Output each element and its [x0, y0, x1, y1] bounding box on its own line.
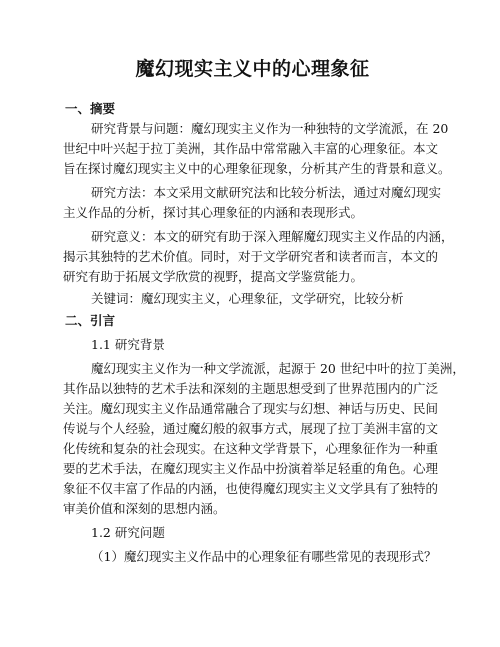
research-background-paragraph [63, 359, 465, 519]
abstract-background-paragraph [63, 119, 451, 179]
keywords-line: 关键词：魔幻现实主义，心理象征，文学研究，比较分析 [91, 291, 404, 306]
text-line: 揭示其独特的艺术价值。同时，对于文学研究者和读者而言，本文的 [63, 249, 439, 264]
abstract-method-paragraph [63, 183, 442, 223]
text-line: 化传统和复杂的社会现实。在这种文学背景下，心理象征作为一种重 [63, 441, 439, 456]
text-line: 研究方法：本文采用文献研究法和比较分析法，通过对魔幻现实 [91, 185, 442, 200]
text-line: 世纪中叶兴起于拉丁美洲，其作品中常常融入丰富的心理象征。本文 [63, 141, 439, 156]
abstract-heading: 一、摘要 [65, 101, 116, 116]
text-line: 要的艺术手法，在魔幻现实主义作品中扮演着举足轻重的角色。心理 [63, 461, 439, 476]
text-line: 审美价值和深刻的思想内涵。 [63, 501, 226, 516]
text-line: 研究背景与问题：魔幻现实主义作为一种独特的文学流派，在 20 [91, 121, 449, 136]
text-line: 主义作品的分析，探讨其心理象征的内涵和表现形式。 [63, 205, 364, 220]
text-line: 旨在探讨魔幻现实主义中的心理象征现象，分析其产生的背景和意义。 [63, 161, 451, 176]
section-1-1-heading: 1.1 研究背景 [91, 337, 165, 352]
document-title: 魔幻现实主义中的心理象征 [135, 58, 370, 80]
text-line: 研究有助于拓展文学欣赏的视野，提高文学鉴赏能力。 [63, 269, 364, 284]
text-line: 研究意义：本文的研究有助于深入理解魔幻现实主义作品的内涵， [91, 229, 454, 244]
text-line: 关注。魔幻现实主义作品通常融合了现实与幻想、神话与历史、民间 [63, 401, 439, 416]
intro-heading: 二、引言 [65, 313, 116, 328]
text-line: 传说与个人经验，通过魔幻般的叙事方式，展现了拉丁美洲丰富的文 [63, 421, 439, 436]
abstract-significance-paragraph [63, 227, 454, 287]
section-1-2-heading: 1.2 研究问题 [91, 525, 165, 540]
text-line: 魔幻现实主义作为一种文学流派，起源于 20 世纪中叶的拉丁美洲， [91, 361, 465, 376]
research-question-1: （1）魔幻现实主义作品中的心理象征有哪些常见的表现形式？ [91, 549, 437, 564]
text-line: 其作品以独特的艺术手法和深刻的主题思想受到了世界范围内的广泛 [63, 381, 439, 396]
text-line: 象征不仅丰富了作品的内涵，也使得魔幻现实主义文学具有了独特的 [63, 481, 439, 496]
